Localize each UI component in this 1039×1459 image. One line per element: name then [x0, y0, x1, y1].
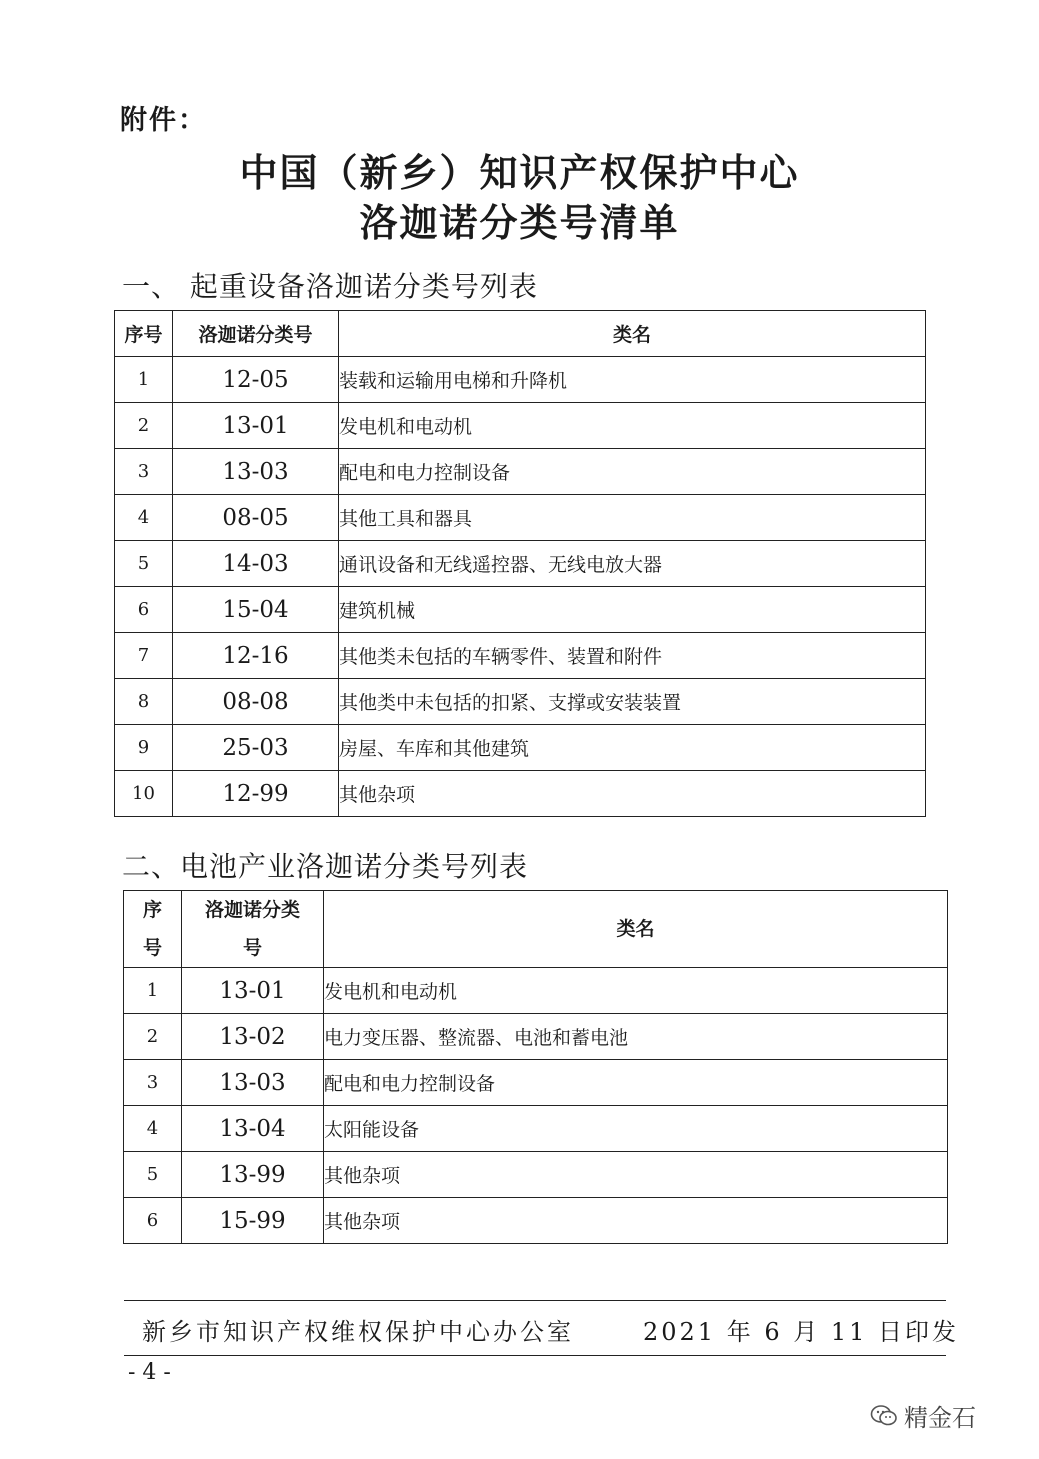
- row-code: 13-03: [182, 1060, 324, 1106]
- row-index: 5: [124, 1152, 182, 1198]
- section2-heading: 二、电池产业洛迦诺分类号列表: [122, 850, 529, 883]
- row-name: 其他类未包括的车辆零件、装置和附件: [339, 633, 926, 679]
- watermark-text: 精金石: [904, 1404, 976, 1432]
- section1-table: [114, 310, 926, 817]
- row-code: 13-01: [173, 403, 339, 449]
- document-title-line1: 中国（新乡）知识产权保护中心: [239, 150, 800, 195]
- table-row: [115, 725, 926, 771]
- row-index: 3: [115, 449, 173, 495]
- watermark: [870, 1398, 976, 1433]
- row-name: 其他类中未包括的扣紧、支撑或安装装置: [339, 679, 926, 725]
- table-row: [115, 495, 926, 541]
- row-index: 2: [115, 403, 173, 449]
- row-code: 25-03: [173, 725, 339, 771]
- row-code: 12-05: [173, 357, 339, 403]
- row-name: 配电和电力控制设备: [324, 1060, 948, 1106]
- issue-date: 2021 年 6 月 11 日印发: [643, 1318, 960, 1346]
- table-row: [115, 679, 926, 725]
- row-code: 08-05: [173, 495, 339, 541]
- issuer-name: 新乡市知识产权维权保护中心办公室: [142, 1318, 574, 1346]
- row-code: 13-04: [182, 1106, 324, 1152]
- row-index: 7: [115, 633, 173, 679]
- table-row: [115, 449, 926, 495]
- row-index: 6: [124, 1198, 182, 1244]
- row-index: 10: [115, 771, 173, 817]
- header-code: 洛迦诺分类号: [182, 891, 324, 968]
- row-code: 12-99: [173, 771, 339, 817]
- row-name: 通讯设备和无线遥控器、无线电放大器: [339, 541, 926, 587]
- page-number: - 4 -: [128, 1360, 171, 1385]
- row-name: 配电和电力控制设备: [339, 449, 926, 495]
- table-row: [115, 633, 926, 679]
- row-name: 其他杂项: [324, 1198, 948, 1244]
- row-name: 太阳能设备: [324, 1106, 948, 1152]
- header-index: 序号: [124, 891, 182, 968]
- table-row: [115, 403, 926, 449]
- row-index: 8: [115, 679, 173, 725]
- table-row: [115, 357, 926, 403]
- row-name: 其他工具和器具: [339, 495, 926, 541]
- header-index: 序号: [115, 311, 173, 357]
- row-index: 2: [124, 1014, 182, 1060]
- table-row: [124, 1152, 948, 1198]
- table-row: [124, 1060, 948, 1106]
- table-header-row: [115, 311, 926, 357]
- footer-bottom-rule: [124, 1355, 946, 1356]
- header-code: 洛迦诺分类号: [173, 311, 339, 357]
- row-name: 其他杂项: [339, 771, 926, 817]
- row-index: 3: [124, 1060, 182, 1106]
- attachment-label: 附件：: [120, 105, 207, 136]
- table-row: [115, 541, 926, 587]
- wechat-icon: [870, 1404, 898, 1428]
- footer-top-rule: [124, 1300, 946, 1301]
- table-row: [124, 968, 948, 1014]
- row-name: 电力变压器、整流器、电池和蓄电池: [324, 1014, 948, 1060]
- row-code: 12-16: [173, 633, 339, 679]
- row-code: 14-03: [173, 541, 339, 587]
- table-row: [115, 771, 926, 817]
- table-row: [115, 587, 926, 633]
- section2-table: [123, 890, 948, 1244]
- header-name: 类名: [339, 311, 926, 357]
- row-name: 其他杂项: [324, 1152, 948, 1198]
- header-name: 类名: [324, 891, 948, 968]
- row-code: 13-01: [182, 968, 324, 1014]
- table-row: [124, 1198, 948, 1244]
- row-index: 1: [115, 357, 173, 403]
- row-code: 13-03: [173, 449, 339, 495]
- row-name: 建筑机械: [339, 587, 926, 633]
- row-code: 15-04: [173, 587, 339, 633]
- row-index: 6: [115, 587, 173, 633]
- document-title-line2: 洛迦诺分类号清单: [359, 200, 680, 245]
- row-index: 9: [115, 725, 173, 771]
- row-index: 5: [115, 541, 173, 587]
- row-code: 13-02: [182, 1014, 324, 1060]
- row-index: 4: [115, 495, 173, 541]
- table-row: [124, 1014, 948, 1060]
- row-index: 1: [124, 968, 182, 1014]
- row-index: 4: [124, 1106, 182, 1152]
- section1-heading: 一、 起重设备洛迦诺分类号列表: [122, 270, 538, 303]
- row-name: 房屋、车库和其他建筑: [339, 725, 926, 771]
- row-name: 装载和运输用电梯和升降机: [339, 357, 926, 403]
- row-code: 08-08: [173, 679, 339, 725]
- row-code: 15-99: [182, 1198, 324, 1244]
- row-code: 13-99: [182, 1152, 324, 1198]
- table-header-row: [124, 891, 948, 968]
- row-name: 发电机和电动机: [324, 968, 948, 1014]
- table-row: [124, 1106, 948, 1152]
- row-name: 发电机和电动机: [339, 403, 926, 449]
